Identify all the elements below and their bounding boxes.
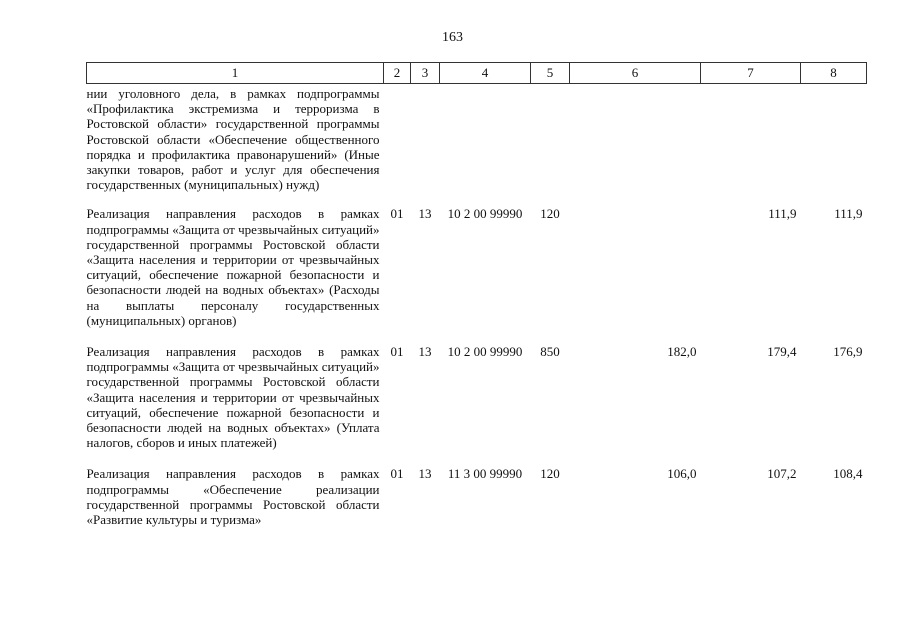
column-header: 6 (570, 63, 701, 84)
row-description: нии уголовного дела, в рамках подпрограммы «Профилактика экстремизма и терроризма в Ростовской области» государственной программы Ростовской области «Обеспечение общественного порядка и профилактика правонарушений» (Иные закупки товаров, работ и услуг для обеспечения государственных (муниципальных) нужд) (86, 86, 380, 193)
table-row (87, 204, 867, 342)
amount-col-8: 111,9 (834, 206, 863, 222)
budget-table (86, 62, 867, 541)
section-code (384, 84, 411, 205)
table-header-row (87, 63, 867, 84)
column-header: 2 (384, 63, 411, 84)
amount-col-6: 182,0 (667, 344, 697, 360)
row-description: Реализация направления расходов в рамках подпрограммы «Обеспечение реализации государственной программы Ростовской области «Развитие культуры и туризма» (86, 466, 380, 528)
subsection-code: 13 (418, 466, 432, 482)
subsection-code: 13 (418, 344, 432, 360)
expense-type-code: 120 (540, 466, 560, 482)
column-header: 4 (440, 63, 531, 84)
expense-type-code: 120 (540, 206, 560, 222)
column-header: 5 (531, 63, 570, 84)
subsection-code (411, 84, 440, 205)
amount-col-6 (570, 84, 701, 205)
expense-type-code: 850 (540, 344, 560, 360)
amount-col-8: 108,4 (833, 466, 863, 482)
row-description: Реализация направления расходов в рамках подпрограммы «Защита от чрезвычайных ситуаций» государственной программы Ростовской области «Защита населения и территории от чрезвычайных ситуаций, обеспечение пожарной безопасности и безопасности людей на водных объектах» (Уплата налогов, сборов и иных платежей) (86, 344, 380, 451)
amount-col-8 (801, 84, 867, 205)
amount-col-8: 176,9 (833, 344, 863, 360)
table-row (87, 84, 867, 205)
subsection-code: 13 (418, 206, 432, 222)
column-header: 8 (801, 63, 867, 84)
section-code: 01 (390, 344, 404, 360)
column-header: 1 (87, 63, 384, 84)
amount-col-7: 111,9 (768, 206, 797, 222)
amount-col-7 (701, 84, 801, 205)
target-article-code: 11 3 00 99990 (447, 466, 523, 482)
target-article-code: 10 2 00 99990 (447, 344, 523, 360)
table-row (87, 342, 867, 464)
target-article-code: 10 2 00 99990 (447, 206, 523, 222)
section-code: 01 (390, 466, 404, 482)
amount-col-7: 179,4 (767, 344, 797, 360)
amount-col-6 (570, 204, 701, 342)
column-header: 3 (411, 63, 440, 84)
row-description: Реализация направления расходов в рамках подпрограммы «Защита от чрезвычайных ситуаций» государственной программы Ростовской области «Защита населения и территории от чрезвычайных ситуаций, обеспечение пожарной безопасности и безопасности людей на водных объектах» (Расходы на выплаты персоналу государственных (муниципальных) органов) (86, 206, 380, 328)
amount-col-7: 107,2 (767, 466, 797, 482)
section-code: 01 (390, 206, 404, 222)
target-article-code (440, 84, 531, 205)
amount-col-6: 106,0 (667, 466, 697, 482)
table-row (87, 464, 867, 541)
page-number: 163 (442, 30, 463, 45)
column-header: 7 (701, 63, 801, 84)
expense-type-code (531, 84, 570, 205)
